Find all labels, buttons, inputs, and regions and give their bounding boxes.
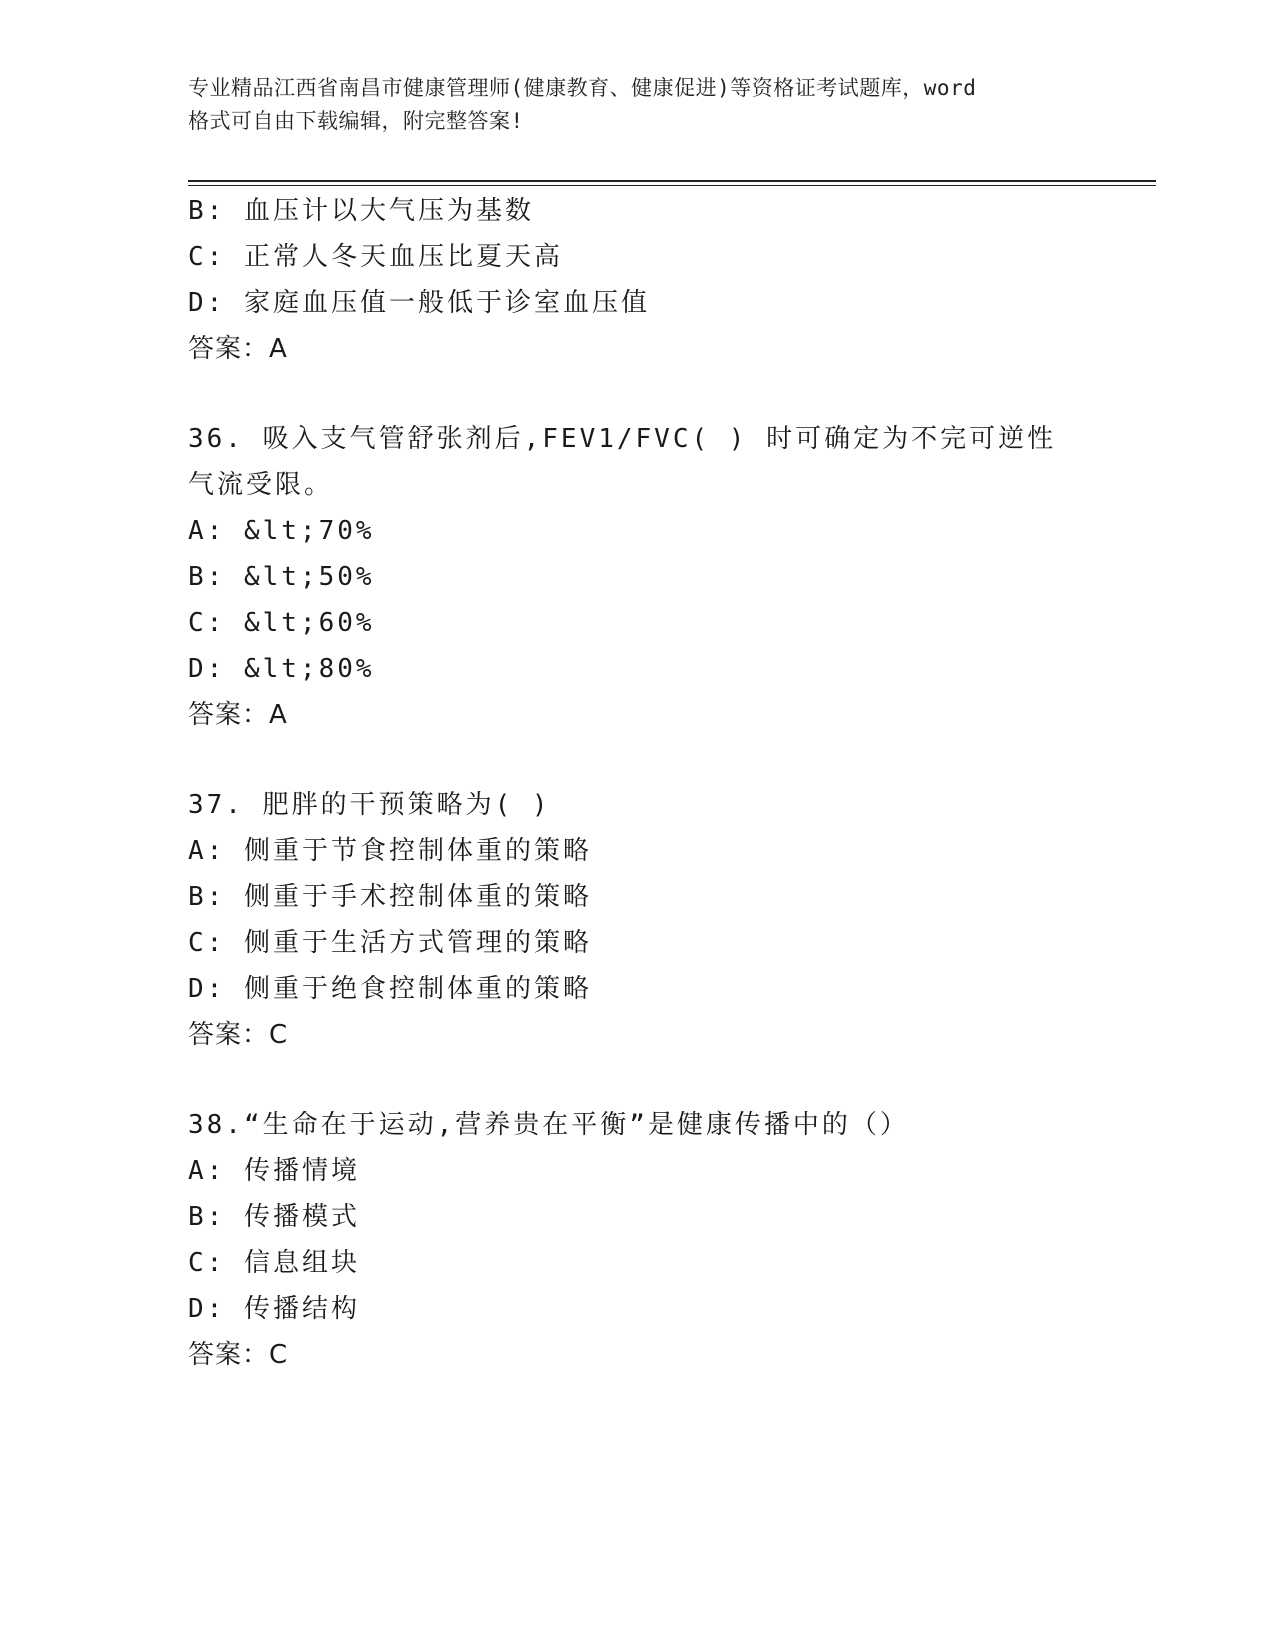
option-c: C: 信息组块 <box>188 1248 360 1278</box>
answer-line: 答案：A <box>188 700 288 730</box>
header-line-2: 格式可自由下载编辑，附完整答案! <box>188 109 524 133</box>
header-divider-thick <box>188 180 1156 182</box>
question-block-38 <box>188 1102 1148 1378</box>
option-d: D: &lt;80% <box>188 654 375 684</box>
question-block-prev <box>188 188 1148 372</box>
question-title: 36. 吸入支气管舒张剂后,FEV1/FVC( ) 时可确定为不完可逆性 <box>188 424 1057 454</box>
question-title-cont: 气流受限。 <box>188 470 334 500</box>
option-a: A: 侧重于节食控制体重的策略 <box>188 836 592 866</box>
header-divider-thin <box>188 185 1156 186</box>
header-line-1: 专业精品江西省南昌市健康管理师(健康教育、健康促进)等资格证考试题库，word <box>188 76 977 100</box>
page-header <box>188 72 1088 138</box>
option-a: A: &lt;70% <box>188 516 375 546</box>
answer-line: 答案：C <box>188 1020 289 1050</box>
question-block-36 <box>188 416 1148 738</box>
option-b: B: 血压计以大气压为基数 <box>188 196 534 226</box>
answer-line: 答案：C <box>188 1340 289 1370</box>
option-b: B: &lt;50% <box>188 562 375 592</box>
option-d: D: 家庭血压值一般低于诊室血压值 <box>188 288 650 318</box>
question-title: 38.“生命在于运动,营养贵在平衡”是健康传播中的（） <box>188 1110 909 1140</box>
option-b: B: 传播模式 <box>188 1202 360 1232</box>
answer-line: 答案：A <box>188 334 288 364</box>
option-b: B: 侧重于手术控制体重的策略 <box>188 882 592 912</box>
question-list <box>188 188 1148 1378</box>
option-c: C: &lt;60% <box>188 608 375 638</box>
option-d: D: 侧重于绝食控制体重的策略 <box>188 974 592 1004</box>
option-c: C: 正常人冬天血压比夏天高 <box>188 242 563 272</box>
question-title: 37. 肥胖的干预策略为( ) <box>188 790 551 820</box>
option-d: D: 传播结构 <box>188 1294 360 1324</box>
question-block-37 <box>188 782 1148 1058</box>
option-a: A: 传播情境 <box>188 1156 360 1186</box>
option-c: C: 侧重于生活方式管理的策略 <box>188 928 592 958</box>
